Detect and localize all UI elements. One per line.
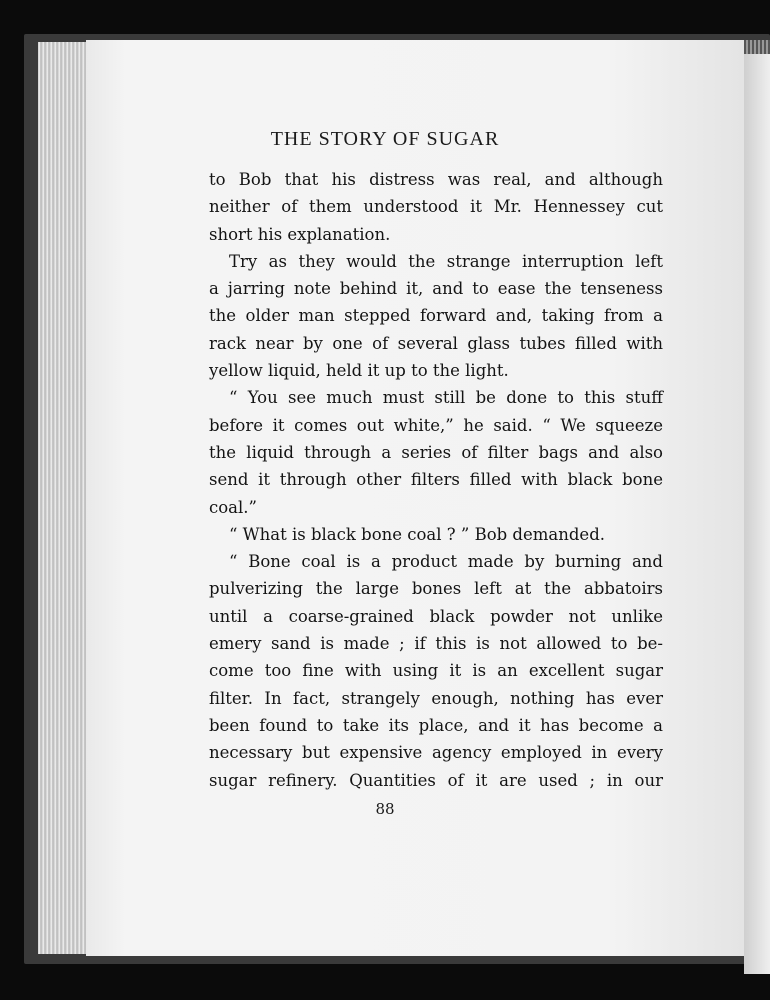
text-line: “ What is black bone coal ? ” Bob demanded. xyxy=(229,524,606,544)
text-line: coal.” xyxy=(209,497,257,517)
text-line: until a coarse-grained black powder not unlike xyxy=(209,606,663,626)
text-line: send it through other filters filled with black bone xyxy=(209,470,663,490)
text-line: short his explanation. xyxy=(209,224,391,244)
text-line: the liquid through a series of filter bags and also xyxy=(209,442,663,462)
body-text xyxy=(209,166,663,794)
text-line: emery sand is made ; if this is not allowed to be- xyxy=(209,634,663,654)
text-line: Try as they would the strange interruption left xyxy=(229,251,663,271)
text-line: sugar refinery. Quantities of it are used ; in our xyxy=(209,770,663,790)
text-line: come too fine with using it is an excellent sugar xyxy=(209,661,663,681)
page-number: 88 xyxy=(375,800,395,818)
text-line: a jarring note behind it, and to ease the tenseness xyxy=(209,279,663,299)
text-line: been found to take its place, and it has become a xyxy=(209,715,663,735)
text-line: before it comes out white,” he said. “ We squeeze xyxy=(209,415,663,435)
text-line: yellow liquid, held it up to the light. xyxy=(209,361,509,381)
text-line: “ Bone coal is a product made by burning and xyxy=(229,552,663,572)
text-line: filter. In fact, strangely enough, nothing has ever xyxy=(209,688,663,708)
text-line: “ You see much must still be done to this stuff xyxy=(229,388,663,408)
text-line: the older man stepped forward and, taking from a xyxy=(209,306,663,326)
binding-strip xyxy=(744,40,770,54)
text-line: to Bob that his distress was real, and although xyxy=(209,170,663,189)
text-line: necessary but expensive agency employed in every xyxy=(209,743,663,763)
running-head: THE STORY OF SUGAR xyxy=(270,128,500,150)
text-line: neither of them understood it Mr. Hennessey cut xyxy=(209,197,663,217)
facing-page-edge xyxy=(744,54,770,974)
text-line: rack near by one of several glass tubes filled with xyxy=(209,333,663,353)
text-line: pulverizing the large bones left at the abbatoirs xyxy=(209,579,663,599)
